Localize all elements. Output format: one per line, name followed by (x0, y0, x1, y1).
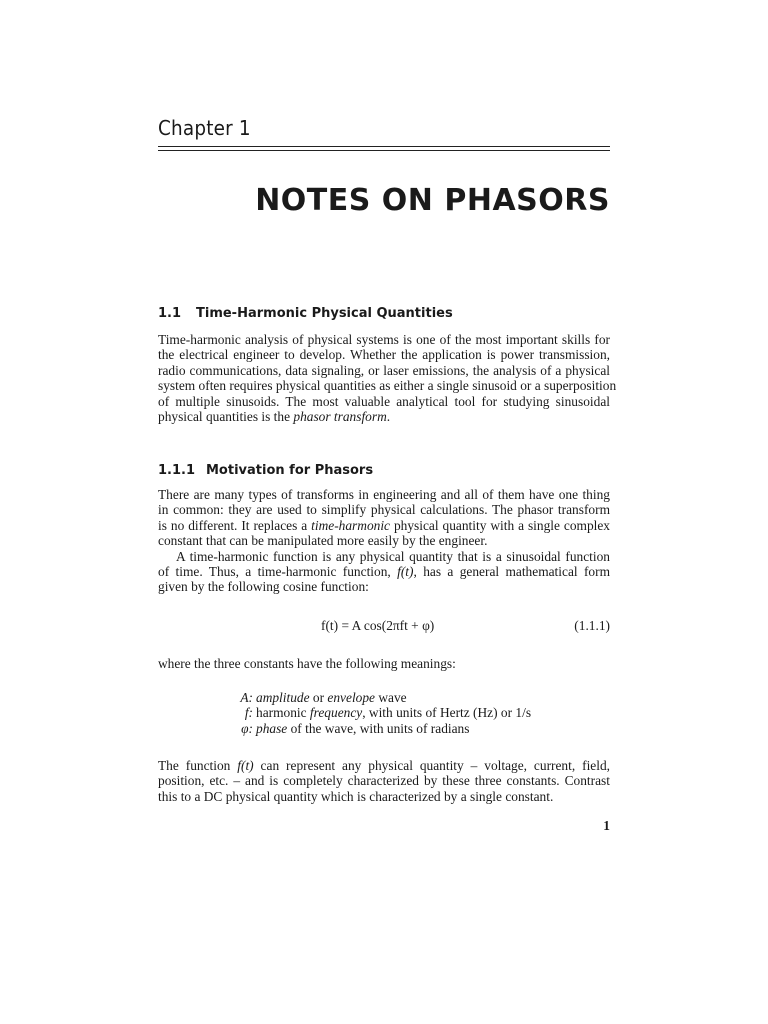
subsection-paragraph (158, 487, 610, 595)
paragraph-line (158, 518, 610, 533)
text: or (309, 690, 328, 705)
equation-number: (1.1.1) (574, 618, 610, 633)
math: f(t) (237, 758, 254, 773)
text: wave (375, 690, 407, 705)
paragraph-line: position, etc. – and is completely characterized by these three constants. Contrast (158, 773, 610, 789)
emphasis: envelope (327, 690, 376, 705)
section-number: 1.1 (158, 306, 182, 321)
emphasis: frequency (309, 705, 363, 721)
subsection-title: Motivation for Phasors (206, 463, 374, 478)
text: , with units of Hertz (Hz) or 1/s (362, 705, 532, 721)
subsection-heading (158, 463, 373, 478)
text: physical quantities is the (158, 408, 294, 424)
text: physical quantity with a single complex (390, 517, 610, 533)
paragraph-line: given by the following cosine function: (158, 579, 369, 595)
definition-list (226, 690, 531, 736)
page-number: 1 (603, 818, 610, 833)
chapter-rule-top (158, 146, 610, 147)
math: f(t) (397, 563, 414, 579)
closing-paragraph (158, 758, 610, 804)
paragraph-line: A time-harmonic function is any physical quantity that is a sinusoidal function (176, 548, 610, 564)
text: , has a general mathematical form (413, 563, 610, 579)
emphasis: amplitude (256, 690, 310, 705)
text: The function (158, 758, 238, 773)
paragraph-line: in common: they are used to simplify physical calculations. The phasor transform (158, 502, 610, 518)
section-paragraph (158, 332, 617, 424)
page (158, 0, 617, 1024)
subsection-number: 1.1.1 (158, 463, 196, 478)
section-heading (158, 306, 453, 321)
definition-item (226, 721, 531, 736)
paragraph-line: There are many types of transforms in engineering and all of them have one thing (158, 487, 610, 502)
text: of time. Thus, a time-harmonic function, (158, 563, 398, 579)
definition-item (226, 690, 531, 705)
paragraph-line: constant that can be manipulated more easily by the engineer. (158, 533, 488, 549)
text: . (386, 408, 391, 424)
text: harmonic (256, 705, 310, 721)
definition-symbol: A: (240, 690, 253, 705)
paragraph-line (158, 409, 610, 424)
chapter-title: NOTES ON PHASORS (255, 183, 610, 218)
paragraph-line: this to a DC physical quantity which is characterized by a single constant. (158, 788, 554, 804)
paragraph-line: Time-harmonic analysis of physical systems is one of the most important skills for (158, 332, 610, 347)
chapter-rule-bottom (158, 150, 610, 151)
emphasis: phasor transform (293, 408, 387, 424)
section-title: Time-Harmonic Physical Quantities (196, 306, 453, 321)
emphasis: phase (256, 720, 288, 736)
chapter-label: Chapter 1 (158, 116, 251, 140)
emphasis: time-harmonic (311, 517, 390, 533)
definition-symbol: f: (244, 705, 253, 721)
paragraph-line (158, 758, 610, 773)
equation-body: f(t) = A cos(2πft + φ) (321, 618, 435, 633)
paragraph-line: system often requires physical quantities as either a single sinusoid or a superposition (158, 378, 617, 394)
paragraph-line (158, 564, 610, 579)
paragraph-line: of multiple sinusoids. The most valuable analytical tool for studying sinusoidal (158, 393, 610, 409)
where-line: where the three constants have the following meanings: (158, 656, 456, 671)
text: of the wave, with units of radians (287, 720, 470, 736)
text: can represent any physical quantity – voltage, current, field, (253, 758, 610, 773)
paragraph-line: radio communications, data signaling, or laser emissions, the analysis of a physical (158, 362, 610, 378)
definition-symbol: φ: (241, 720, 253, 736)
definition-item (226, 705, 531, 720)
text: is no different. It replaces a (158, 517, 312, 533)
paragraph-line: the electrical engineer to develop. Whether the application is power transmission, (158, 347, 610, 363)
